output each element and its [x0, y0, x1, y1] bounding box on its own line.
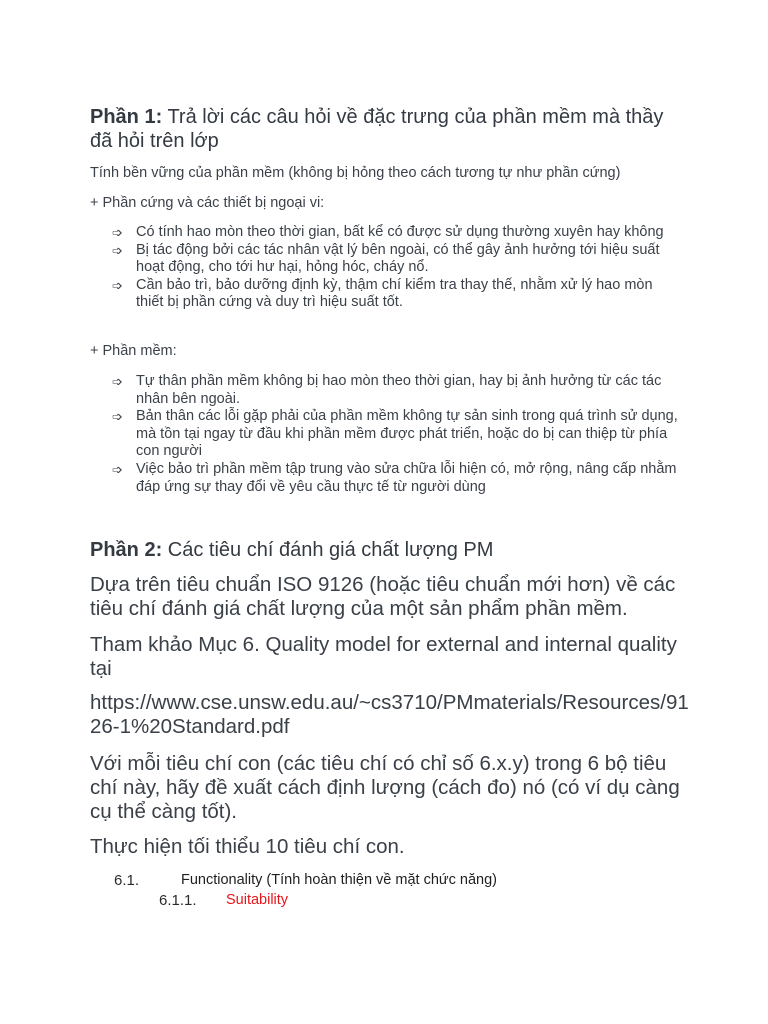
- part2-paragraph-1: Dựa trên tiêu chuẩn ISO 9126 (hoặc tiêu chuẩn mới hơn) về các tiêu chí đánh giá chất lượng của một sản phẩm phần mềm.: [90, 573, 676, 620]
- list-item: ➩ Bản thân các lỗi gặp phải của phần mềm không tự sản sinh trong quá trình sử dụng, mà tồn tại ngay từ đầu khi phần mềm được phát triển, hoặc do bị can thiệp từ phía con người: [112, 408, 678, 460]
- part1-intro: Tính bền vững của phần mềm (không bị hỏng theo cách tương tự như phần cứng): [90, 165, 621, 181]
- arrow-right-outline-icon: ➩: [112, 277, 123, 293]
- hardware-heading: + Phần cứng và các thiết bị ngoại vi:: [90, 195, 325, 211]
- list-item: ➩ Việc bảo trì phần mềm tập trung vào sửa chữa lỗi hiện có, mở rộng, nâng cấp nhằm đáp ứng sự thay đổi về yêu cầu thực tế từ người dùng: [112, 460, 677, 495]
- reference-url: https://www.cse.unsw.edu.au/~cs3710/PMmaterials/Resources/9126-1%20Standard.pdf: [90, 691, 689, 738]
- part1-label: Phần 1:: [90, 106, 163, 128]
- software-list: [112, 373, 682, 496]
- item-number: 6.1.: [114, 872, 140, 889]
- part2-paragraph-4: Thực hiện tối thiểu 10 tiêu chí con.: [90, 835, 405, 858]
- part2-paragraph-2: Tham khảo Mục 6. Quality model for external and internal quality tại: [90, 633, 677, 680]
- part2-heading: [90, 538, 690, 562]
- subitem-number: 6.1.1.: [159, 892, 197, 909]
- item-text: Functionality (Tính hoàn thiện về mặt chức năng): [181, 872, 497, 888]
- arrow-right-outline-icon: ➩: [112, 461, 123, 477]
- part1-title: Trả lời các câu hỏi về đặc trưng của phần mềm mà thầy đã hỏi trên lớp: [90, 106, 664, 152]
- arrow-right-outline-icon: ➩: [112, 409, 123, 425]
- arrow-right-outline-icon: ➩: [112, 225, 123, 240]
- arrow-right-outline-icon: ➩: [112, 242, 123, 258]
- software-heading: + Phần mềm:: [90, 343, 177, 359]
- arrow-right-outline-icon: ➩: [112, 374, 123, 389]
- part2-paragraph-3: Với mỗi tiêu chí con (các tiêu chí có chỉ số 6.x.y) trong 6 bộ tiêu chí này, hãy đề xuất cách định lượng (cách đo) nó (có ví dụ càng cụ thể càng tốt).: [90, 752, 680, 823]
- list-item: ➩ Cần bảo trì, bảo dưỡng định kỳ, thậm chí kiểm tra thay thế, nhằm xử lý hao mòn thiết bị phần cứng và duy trì hiệu suất tốt.: [112, 276, 653, 311]
- subitem-text: Suitability: [226, 892, 289, 908]
- hardware-list: [112, 224, 682, 312]
- list-item: ➩ Tự thân phần mềm không bị hao mòn theo thời gian, hay bị ảnh hưởng từ các tác nhân bên ngoài.: [112, 373, 662, 407]
- list-item: ➩ Có tính hao mòn theo thời gian, bất kể có được sử dụng thường xuyên hay không: [112, 224, 664, 240]
- part2-label: Phần 2:: [90, 539, 163, 561]
- part1-heading: [90, 105, 690, 153]
- part2-title: Các tiêu chí đánh giá chất lượng PM: [162, 539, 494, 561]
- list-item: ➩ Bị tác động bởi các tác nhân vật lý bên ngoài, có thể gây ảnh hưởng tới hiệu suất hoạt động, cho tới hư hại, hỏng hóc, cháy nổ.: [112, 241, 660, 276]
